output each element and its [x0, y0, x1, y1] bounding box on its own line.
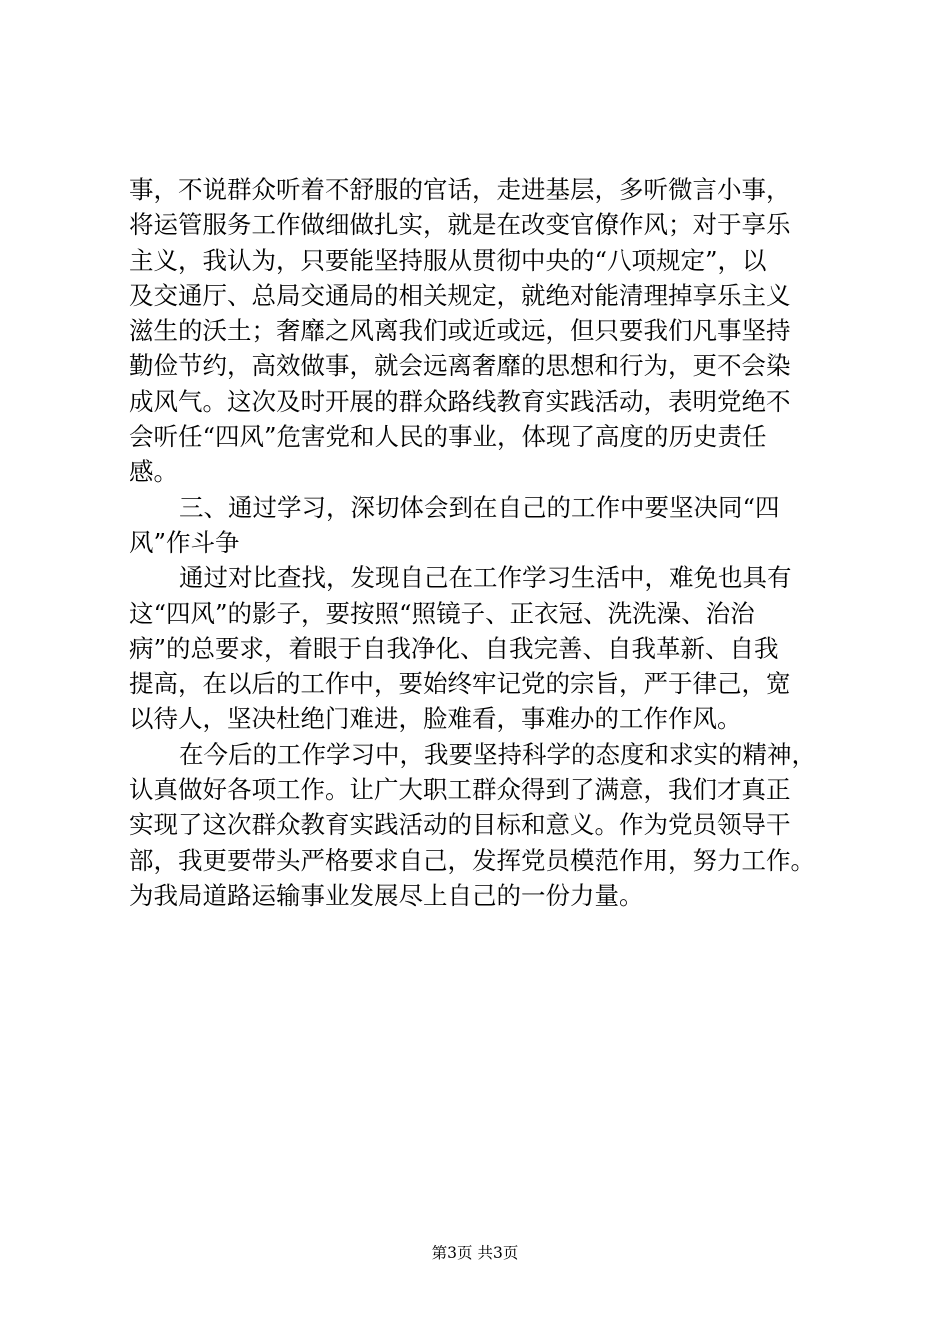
text-line: 及交通厅、总局交通局的相关规定，就绝对能清理掉享乐主义 — [129, 280, 791, 310]
text-line: 认真做好各项工作。让广大职工群众得到了满意，我们才真正 — [129, 775, 791, 805]
paragraph-start: 通过对比查找，发现自己在工作学习生活中，难免也具有 — [179, 563, 792, 593]
text-line: 为我局道路运输事业发展尽上自己的一份力量。 — [129, 880, 644, 910]
section-heading: 三、通过学习，深切体会到在自己的工作中要坚决同“四 — [179, 492, 780, 522]
paragraph-start: 在今后的工作学习中，我要坚持科学的态度和求实的精神， — [179, 739, 816, 769]
text-line: 以待人，坚决杜绝门难进，脸难看，事难办的工作作风。 — [129, 704, 742, 734]
text-line: 将运管服务工作做细做扎实，就是在改变官僚作风；对于享乐 — [129, 210, 791, 240]
text-line: 会听任“四风”危害党和人民的事业，体现了高度的历史责任 — [129, 422, 767, 452]
text-line: 实现了这次群众教育实践活动的目标和意义。作为党员领导干 — [129, 810, 791, 840]
section-heading-continued: 风”作斗争 — [129, 527, 240, 557]
document-body — [129, 172, 869, 913]
text-line: 提高，在以后的工作中，要始终牢记党的宗旨，严于律己，宽 — [129, 669, 791, 699]
text-line: 滋生的沃土；奢靡之风离我们或近或远，但只要我们凡事坚持 — [129, 316, 791, 346]
text-line: 感。 — [129, 457, 178, 487]
text-line: 事，不说群众听着不舒服的官话，走进基层，多听微言小事， — [129, 175, 791, 204]
text-line: 勤俭节约，高效做事，就会远离奢靡的思想和行为，更不会染 — [129, 351, 791, 381]
text-line: 这“四风”的影子，要按照“照镜子、正衣冠、洗洗澡、治治 — [129, 598, 755, 628]
text-line: 病”的总要求，着眼于自我净化、自我完善、自我革新、自我 — [129, 633, 779, 663]
text-line: 主义，我认为，只要能坚持服从贯彻中央的“八项规定”，以 — [129, 245, 767, 275]
text-line: 部，我更要带头严格要求自己，发挥党员模范作用，努力工作。 — [129, 845, 815, 875]
text-line: 成风气。这次及时开展的群众路线教育实践活动，表明党绝不 — [129, 386, 791, 416]
page-footer: 第3页 共3页 — [431, 1244, 519, 1262]
